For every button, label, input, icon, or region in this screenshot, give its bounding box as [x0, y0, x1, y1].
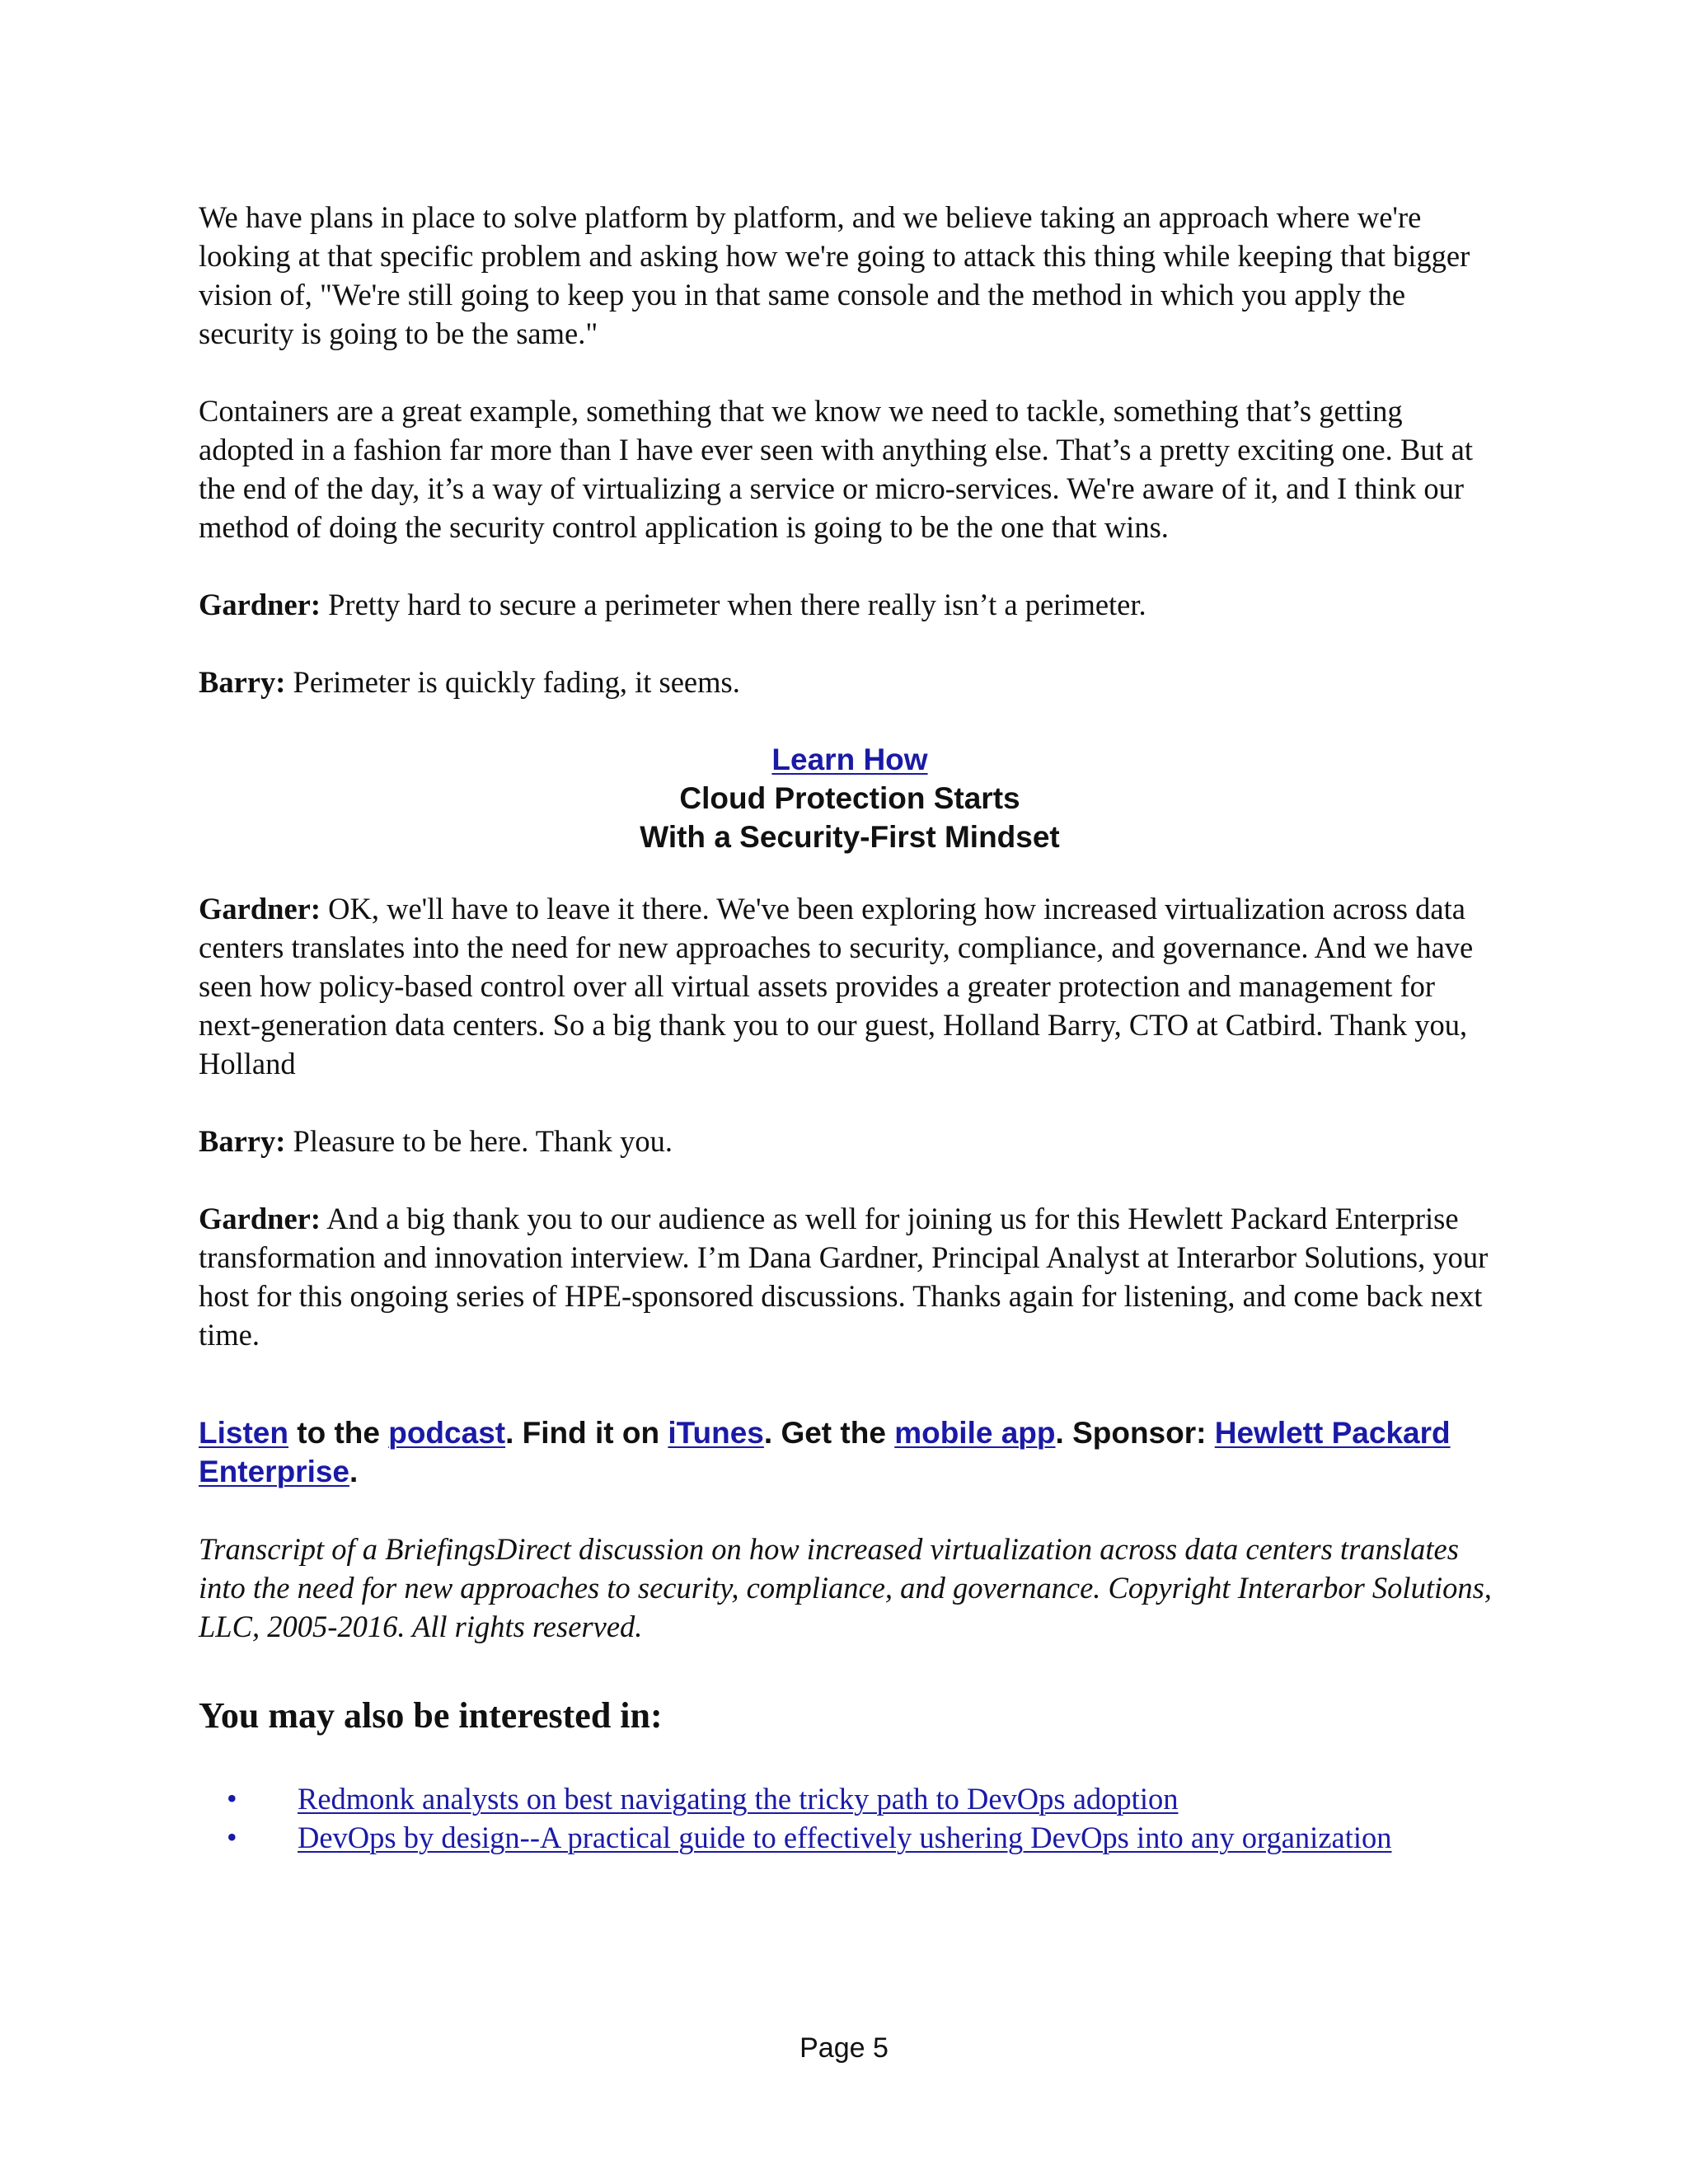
paragraph-barry-perimeter [199, 663, 1501, 701]
related-heading: You may also be interested in: [199, 1695, 663, 1736]
speaker-label: Gardner: [199, 1202, 321, 1235]
podcast-links-line [199, 1413, 1501, 1491]
listen-text: . [349, 1455, 359, 1488]
paragraph-text: Pleasure to be here. Thank you. [285, 1124, 673, 1158]
related-link-devops-design[interactable]: DevOps by design--A practical guide to effectively ushering DevOps into any organization [298, 1821, 1392, 1854]
bullet-icon: • [227, 1782, 237, 1815]
paragraph-text: Perimeter is quickly fading, it seems. [285, 665, 740, 699]
listen-text: . Find it on [505, 1416, 668, 1450]
transcript-note: Transcript of a BriefingsDirect discussion on how increased virtualization across data centers translates into the need for new approaches to security, compliance, and governance. Copyright Interarbor Solutions, LLC, 2005-2016. All rights reserved. [199, 1532, 1492, 1643]
promo-line-3: With a Security-First Mindset [640, 820, 1060, 854]
listen-text: . Get the [763, 1416, 895, 1450]
listen-link[interactable]: Listen [199, 1416, 288, 1450]
promo-line-2: Cloud Protection Starts [679, 781, 1020, 815]
promo-block [199, 740, 1501, 856]
paragraph-containers: Containers are a great example, something that we know we need to tackle, something that’s getting adopted in a fashion far more than I have ever seen with anything else. That’s a pretty exciting one. But at the end of the day, it’s a way of virtualizing a service or micro-services. We're aware of it, and I think our method of doing the security control application is going to be the one that wins. [199, 394, 1474, 544]
paragraph-text: Pretty hard to secure a perimeter when there really isn’t a perimeter. [321, 588, 1146, 621]
list-item [199, 1779, 1394, 1818]
paragraph-barry-thanks [199, 1122, 1501, 1160]
sponsor-link[interactable]: Hewlett Packard Enterprise [199, 1416, 1451, 1488]
listen-text: . Sponsor: [1055, 1416, 1215, 1450]
paragraph-gardner-signoff [199, 1199, 1501, 1354]
mobile-app-link[interactable]: mobile app [894, 1416, 1056, 1450]
list-item [199, 1818, 1394, 1857]
itunes-link[interactable]: iTunes [668, 1416, 764, 1450]
paragraph-text: OK, we'll have to leave it there. We've been exploring how increased virtualization across data centers translates into the need for new approaches to security, compliance, and governance. And we have seen how policy-based control over all virtual assets provides a greater protection and management for next-generation data centers. So a big thank you to our guest, Holland Barry, CTO at Catbird. Thank you, Holland [199, 892, 1474, 1080]
speaker-label: Barry: [199, 1124, 286, 1158]
document-page [199, 198, 1501, 1857]
paragraph-gardner-closing [199, 889, 1501, 1083]
paragraph-text: And a big thank you to our audience as well for joining us for this Hewlett Packard Enterprise transformation and innovation interview. I’m Dana Gardner, Principal Analyst at Interarbor Solutions, your host for this ongoing series of HPE-sponsored discussions. Thanks again for listening, and come back next time. [199, 1202, 1489, 1352]
paragraph-gardner-perimeter [199, 585, 1501, 624]
page-number: Page 5 [799, 2032, 889, 2064]
speaker-label: Gardner: [199, 588, 321, 621]
listen-text: to the [288, 1416, 389, 1450]
learn-how-link[interactable]: Learn How [771, 743, 928, 776]
related-links-list [199, 1779, 1501, 1857]
related-link-redmonk[interactable]: Redmonk analysts on best navigating the tricky path to DevOps adoption [298, 1782, 1179, 1816]
paragraph-platform-plans: We have plans in place to solve platform by platform, and we believe taking an approach where we're looking at that specific problem and asking how we're going to attack this thing while keeping that bigger vision of, "We're still going to keep you in that same console and the method in which you apply the security is going to be the same." [199, 200, 1470, 350]
speaker-label: Gardner: [199, 892, 321, 926]
bullet-icon: • [227, 1821, 237, 1854]
podcast-link[interactable]: podcast [388, 1416, 506, 1450]
speaker-label: Barry: [199, 665, 286, 699]
